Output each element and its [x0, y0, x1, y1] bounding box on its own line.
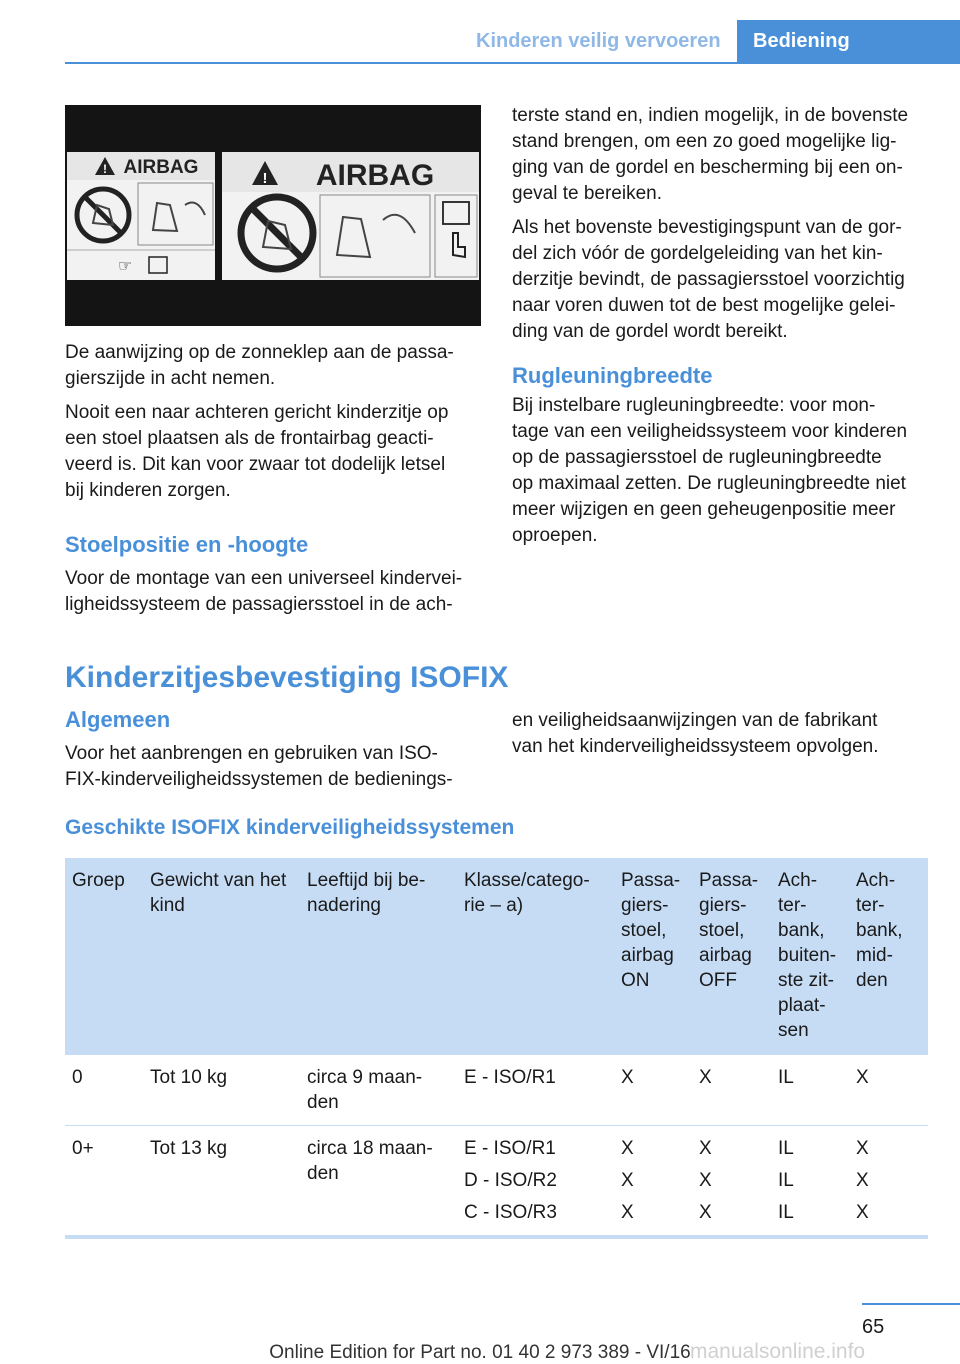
cell-airbag-on: X X X: [614, 1126, 692, 1238]
right-column: [512, 103, 932, 353]
cell-weight: Tot 13 kg: [143, 1126, 300, 1238]
heading-suitable-isofix: Geschikte ISOFIX kinderveiligheidssystemen: [65, 816, 515, 839]
col-header-class: Klasse/catego- rie – a): [457, 858, 614, 1055]
cell-rear-outer: IL: [771, 1055, 849, 1126]
header-rule: [65, 62, 960, 64]
table-header-row: [65, 858, 928, 1055]
backrest-width-text: Bij instelbare rugleuningbreedte: voor mon- tage van een veiligheidssysteem voor kinderen op de passagiersstoel de rugleuningbreedte op maximaal zetten. De rugleuningbreedte niet meer wijzigen en geen geheugenpositie meer oproepen.: [512, 395, 908, 546]
svg-text:!: !: [262, 170, 268, 187]
cell-weight: Tot 10 kg: [143, 1055, 300, 1126]
airbag-label-small: AIRBAG: [123, 157, 199, 178]
col-header-weight: Gewicht van het kind: [143, 858, 300, 1055]
svg-text:!: !: [103, 162, 107, 176]
cell-airbag-off: X: [692, 1055, 771, 1126]
heading-backrest-width: Rugleuningbreedte: [512, 363, 713, 388]
sun-visor-note: De aanwijzing op de zonneklep aan de passa- gierszijde in acht nemen.: [65, 342, 454, 389]
page-number: 65: [862, 1316, 885, 1338]
airbag-label-large: AIRBAG: [315, 159, 435, 192]
seat-adjust-text: terste stand en, indien mogelijk, in de bovenste stand brengen, om een zo goed mogelijke lig- ging van de gordel en bescherming bij een on- geval te bereiken.: [512, 105, 909, 204]
watermark: manualsonline.info: [690, 1340, 866, 1363]
heading-seat-position: Stoelpositie en -hoogte: [65, 532, 309, 557]
cell-airbag-off: X X X: [692, 1126, 771, 1238]
cell-group: 0: [65, 1055, 143, 1126]
col-header-rear-outer: Ach- ter- bank, buiten- ste zit- plaat- sen: [771, 858, 849, 1055]
cell-rear-outer: IL IL IL: [771, 1126, 849, 1238]
col-header-age: Leeftijd bij be- nadering: [300, 858, 457, 1055]
left-column: [65, 340, 481, 512]
rear-facing-warning: Nooit een naar achteren gericht kinderzitje op een stoel plaatsen als de frontairbag geacti- veerd is. Dit kan voor zwaar tot dodelijk letsel bij kinderen zorgen.: [65, 402, 449, 501]
section-tab: Bediening: [737, 20, 960, 62]
table-row: [65, 1126, 928, 1238]
cell-airbag-on: X: [614, 1055, 692, 1126]
cell-group: 0+: [65, 1126, 143, 1238]
pointing-hand-icon: ☞: [117, 256, 133, 275]
cell-class: E - ISO/R1: [457, 1055, 614, 1126]
chapter-title: Kinderen veilig vervoeren: [476, 30, 721, 52]
cell-rear-middle: X: [849, 1055, 928, 1126]
col-header-rear-middle: Ach- ter- bank, mid- den: [849, 858, 928, 1055]
belt-anchor-text: Als het bovenste bevestigingspunt van de gor- del zich vóór de gordelgeleiding van het kin- derzitje bevindt, de passagiersstoel voorzichtig naar voren duwen tot de best mogelijke gelei- ding van de gordel wordt bereikt.: [512, 217, 905, 342]
heading-general: Algemeen: [65, 707, 171, 732]
airbag-label-illustration: [65, 105, 481, 326]
col-header-airbag-off: Passa- giers- stoel, airbag OFF: [692, 858, 771, 1055]
cell-age: circa 18 maan- den: [300, 1126, 457, 1238]
edition-footer: Online Edition for Part no. 01 40 2 973 389 - VI/16: [269, 1342, 691, 1363]
heading-isofix: Kinderzitjesbevestiging ISOFIX: [65, 661, 509, 694]
isofix-general-text-cont: en veiligheidsaanwijzingen van de fabrikant van het kinderveiligheidssysteem opvolgen.: [512, 710, 879, 757]
col-header-group: Groep: [65, 858, 143, 1055]
col-header-airbag-on: Passa- giers- stoel, airbag ON: [614, 858, 692, 1055]
cell-age: circa 9 maan- den: [300, 1055, 457, 1126]
airbag-warning-photo: [65, 105, 481, 326]
isofix-general-text: Voor het aanbrengen en gebruiken van ISO- FIX-kinderveiligheidssystemen de bedienings-: [65, 743, 453, 790]
seat-position-text: Voor de montage van een universeel kindervei- ligheidssysteem de passagiersstoel in de ach-: [65, 568, 463, 615]
footer-rule: [862, 1303, 960, 1305]
isofix-table: [65, 858, 928, 1239]
cell-class: E - ISO/R1 D - ISO/R2 C - ISO/R3: [457, 1126, 614, 1238]
table-row: [65, 1055, 928, 1126]
cell-rear-middle: X X X: [849, 1126, 928, 1238]
